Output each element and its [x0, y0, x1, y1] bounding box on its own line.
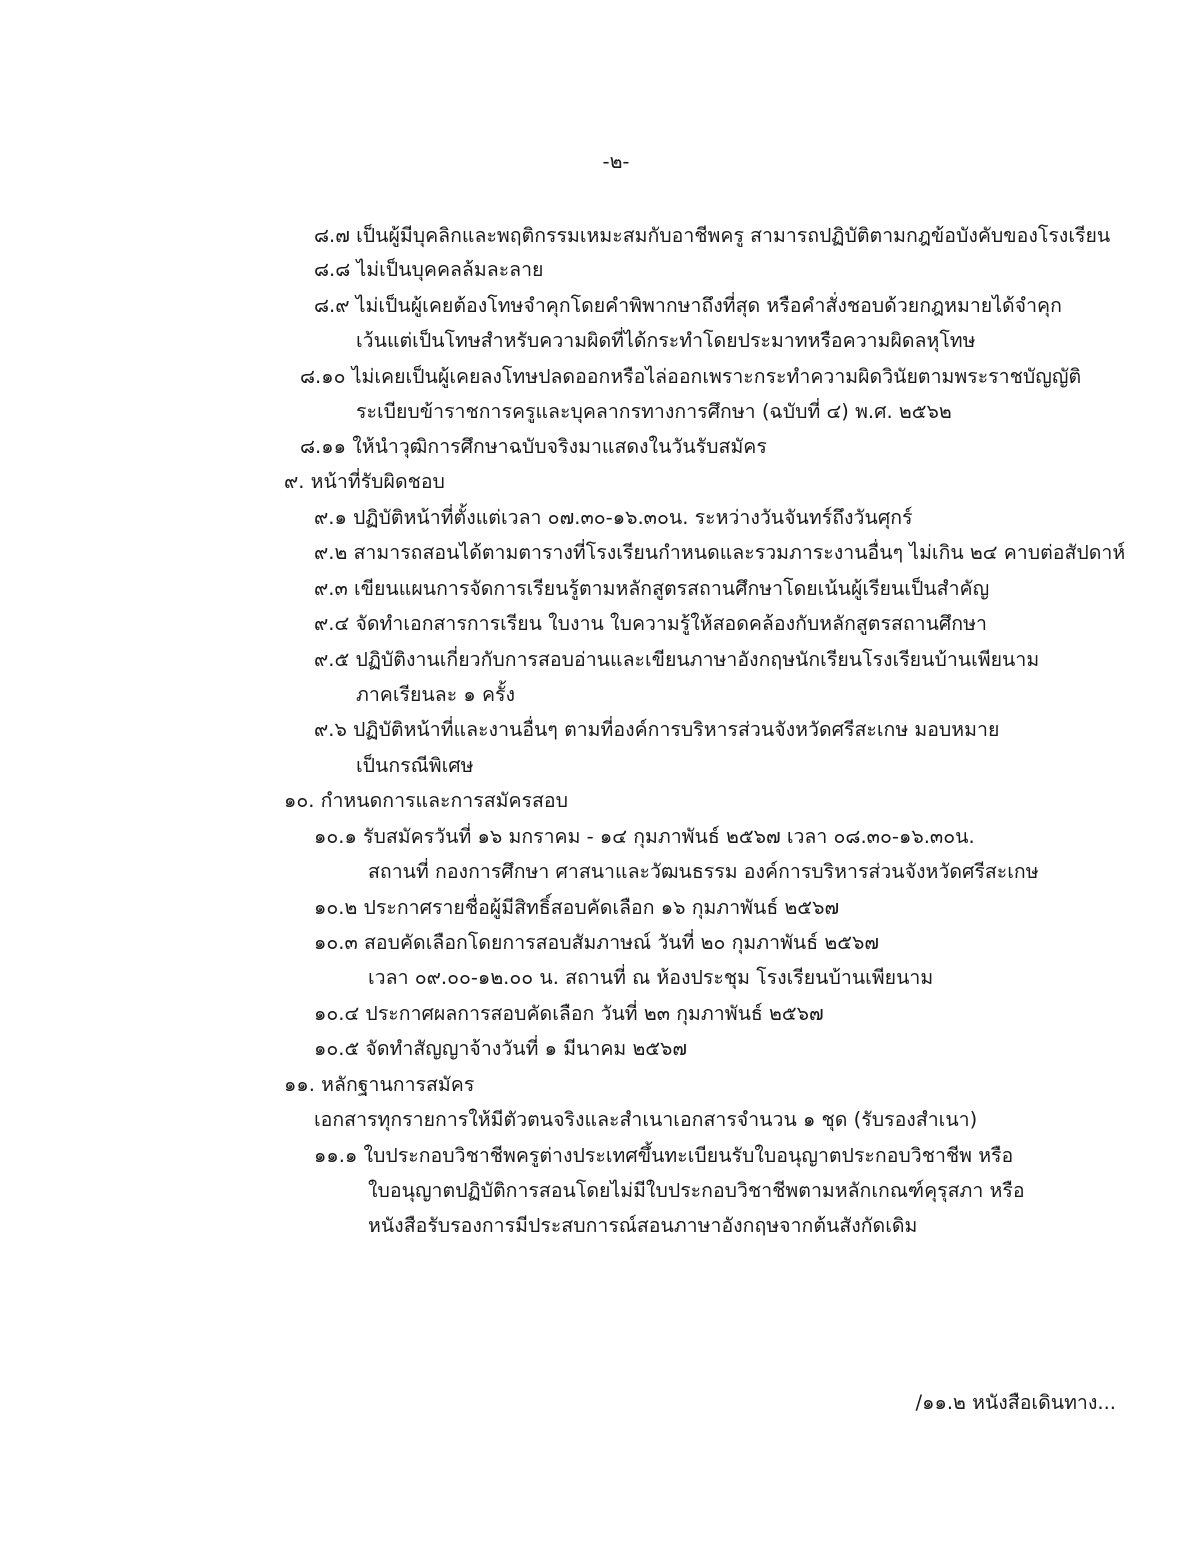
- item-8-11: ๘.๑๑ ให้นำวุฒิการศึกษาฉบับจริงมาแสดงในวันรับสมัคร: [300, 435, 767, 458]
- item-9-1: ๙.๑ ปฏิบัติหน้าที่ตั้งแต่เวลา ๐๗.๓๐-๑๖.๓๐น. ระหว่างวันจันทร์ถึงวันศุกร์: [314, 506, 913, 529]
- item-9-5: ๙.๕ ปฏิบัติงานเกี่ยวกับการสอบอ่านและเขียนภาษาอังกฤษนักเรียนโรงเรียนบ้านเพียนาม: [314, 648, 1040, 671]
- item-8-9-cont: เว้นแต่เป็นโทษสำหรับความผิดที่ได้กระทำโดยประมาทหรือความผิดลหุโทษ: [356, 329, 976, 352]
- item-8-9: ๘.๙ ไม่เป็นผู้เคยต้องโทษจำคุกโดยคำพิพากษาถึงที่สุด หรือคำสั่งชอบด้วยกฎหมายได้จำคุก: [314, 294, 1062, 317]
- item-9-3: ๙.๓ เขียนแผนการจัดการเรียนรู้ตามหลักสูตรสถานศึกษาโดยเน้นผู้เรียนเป็นสำคัญ: [314, 577, 990, 600]
- item-9-6-cont: เป็นกรณีพิเศษ: [356, 754, 474, 777]
- item-10-1-cont: สถานที่ กองการศึกษา ศาสนาและวัฒนธรรม องค์การบริหารส่วนจังหวัดศรีสะเกษ: [368, 860, 1039, 883]
- item-9-4: ๙.๔ จัดทำเอกสารการเรียน ใบงาน ใบความรู้ให้สอดคล้องกับหลักสูตรสถานศึกษา: [314, 612, 987, 635]
- item-8-10: ๘.๑๐ ไม่เคยเป็นผู้เคยลงโทษปลดออกหรือไล่ออกเพราะกระทำความผิดวินัยตามพระราชบัญญัติ: [300, 365, 1082, 388]
- item-11-1-cont-2: หนังสือรับรองการมีประสบการณ์สอนภาษาอังกฤษจากต้นสังกัดเดิม: [368, 1214, 918, 1237]
- item-10-3-cont: เวลา ๐๙.๐๐-๑๒.๐๐ น. สถานที่ ณ ห้องประชุม โรงเรียนบ้านเพียนาม: [368, 966, 934, 989]
- item-8-10-cont: ระเบียบข้าราชการครูและบุคลากรทางการศึกษา (ฉบับที่ ๔) พ.ศ. ๒๕๖๒: [356, 400, 952, 423]
- section-11-note: เอกสารทุกรายการให้มีตัวตนจริงและสำเนาเอกสารจำนวน ๑ ชุด (รับรองสำเนา): [314, 1108, 978, 1131]
- item-8-7: ๘.๗ เป็นผู้มีบุคลิกและพฤติกรรมเหมะสมกับอาชีพครู สามารถปฏิบัติตามกฎข้อบังคับของโรงเรียน: [314, 224, 1111, 247]
- page-number: -๒-: [602, 150, 630, 173]
- item-9-5-cont: ภาคเรียนละ ๑ ครั้ง: [356, 683, 515, 706]
- section-11-heading: ๑๑. หลักฐานการสมัคร: [284, 1073, 475, 1096]
- item-8-8: ๘.๘ ไม่เป็นบุคคลล้มละลาย: [314, 258, 544, 281]
- item-11-1-cont-1: ใบอนุญาตปฏิบัติการสอนโดยไม่มีใบประกอบวิชาชีพตามหลักเกณฑ์คุรุสภา หรือ: [368, 1179, 1025, 1202]
- item-10-4: ๑๐.๔ ประกาศผลการสอบคัดเลือก วันที่ ๒๓ กุมภาพันธ์ ๒๕๖๗: [314, 1002, 824, 1025]
- item-10-1: ๑๐.๑ รับสมัครวันที่ ๑๖ มกราคม - ๑๔ กุมภาพันธ์ ๒๕๖๗ เวลา ๐๘.๓๐-๑๖.๓๐น.: [314, 825, 975, 848]
- section-10-heading: ๑๐. กำหนดการและการสมัครสอบ: [284, 789, 568, 812]
- item-10-5: ๑๐.๕ จัดทำสัญญาจ้างวันที่ ๑ มีนาคม ๒๕๖๗: [314, 1037, 688, 1060]
- item-10-3: ๑๐.๓ สอบคัดเลือกโดยการสอบสัมภาษณ์ วันที่ ๒๐ กุมภาพันธ์ ๒๕๖๗: [314, 931, 880, 954]
- item-9-2: ๙.๒ สามารถสอนได้ตามตารางที่โรงเรียนกำหนดและรวมภาระงานอื่นๆ ไม่เกิน ๒๔ คาบต่อสัปดาห์: [314, 541, 1126, 564]
- section-9-heading: ๙. หน้าที่รับผิดชอบ: [284, 470, 445, 493]
- item-10-2: ๑๐.๒ ประกาศรายชื่อผู้มีสิทธิ์สอบคัดเลือก ๑๖ กุมภาพันธ์ ๒๕๖๗: [314, 896, 840, 919]
- continuation-footer: /๑๑.๒ หนังสือเดินทาง...: [915, 1391, 1116, 1414]
- item-11-1: ๑๑.๑ ใบประกอบวิชาชีพครูต่างประเทศขึ้นทะเบียนรับใบอนุญาตประกอบวิชาชีพ หรือ: [314, 1144, 1014, 1167]
- item-9-6: ๙.๖ ปฏิบัติหน้าที่และงานอื่นๆ ตามที่องค์การบริหารส่วนจังหวัดศรีสะเกษ มอบหมาย: [314, 718, 1000, 741]
